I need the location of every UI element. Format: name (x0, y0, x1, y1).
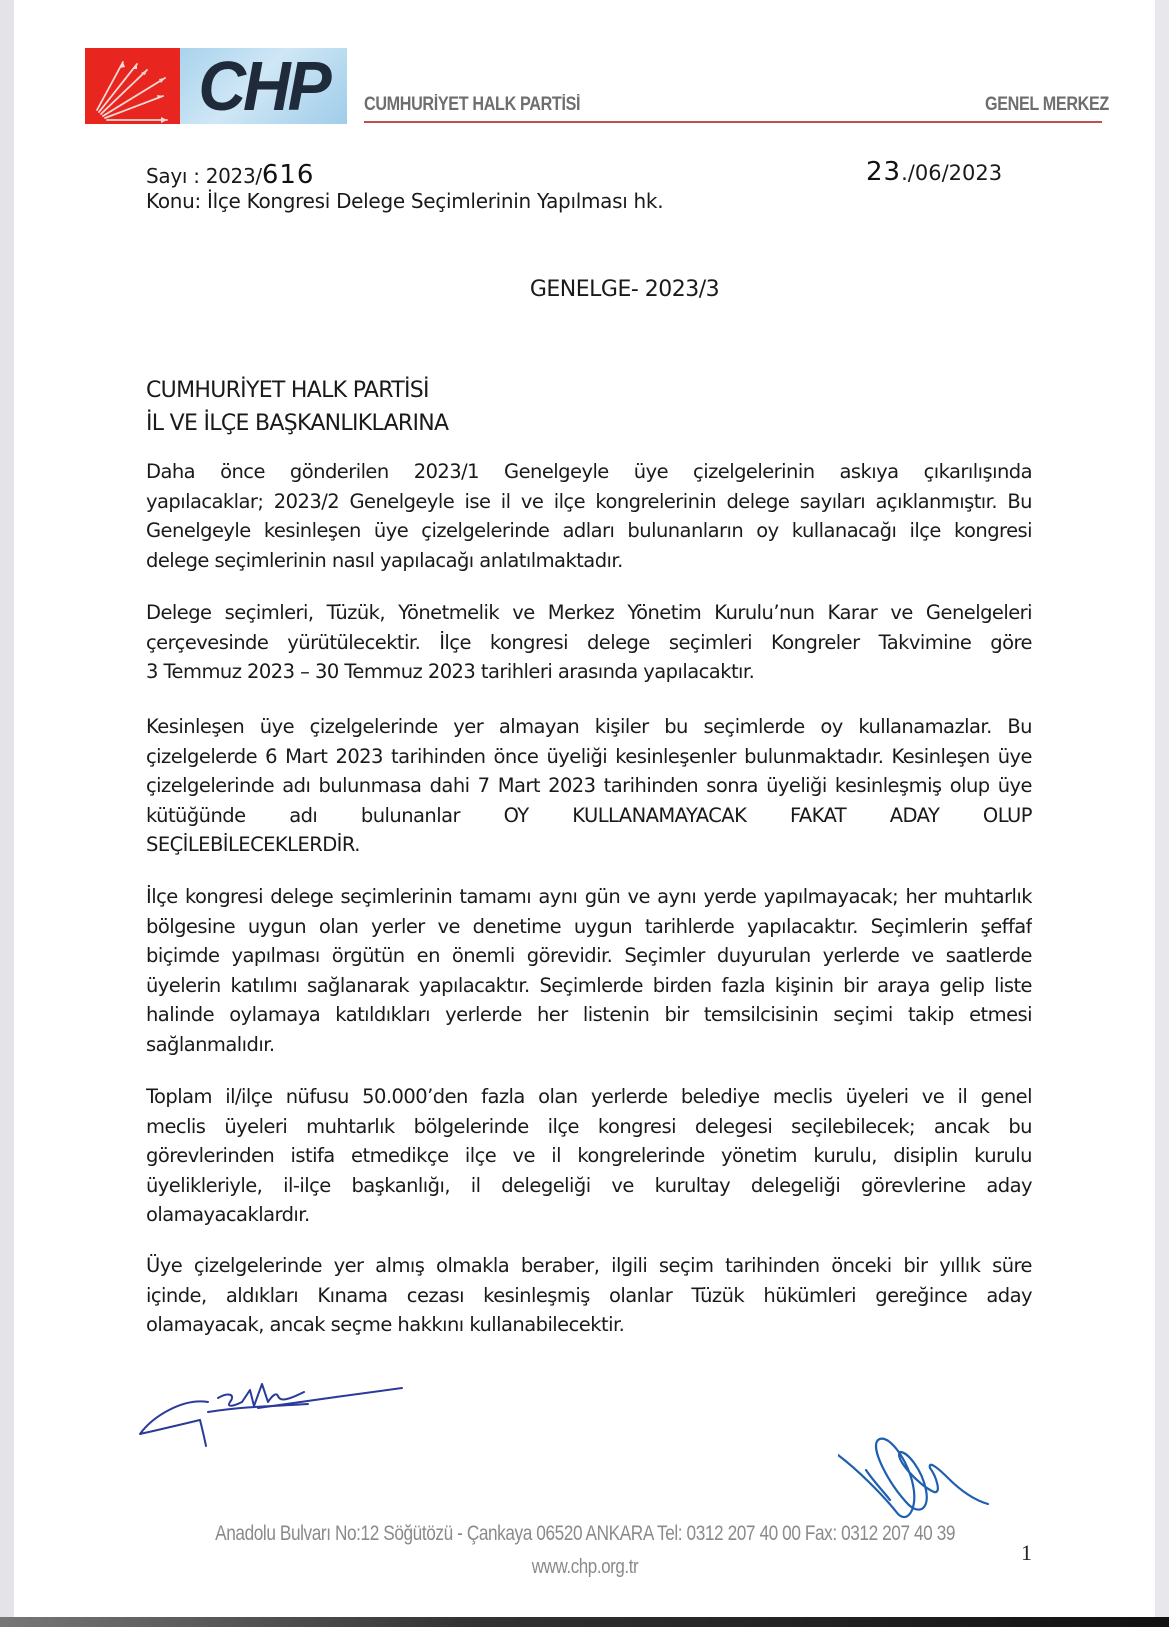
footer-website: www.chp.org.tr (531, 1556, 639, 1578)
paragraph-line: biçimde yapılması örgütün en önemli görevidir. Seçimler duyurulan yerlerde ve saatlerde (146, 944, 1032, 967)
paragraph-line: üyelikleriyle, il-ilçe başkanlığı, il delegeliği ve kurultay delegeliği görevlerine aday (146, 1173, 1032, 1197)
chp-logo (85, 48, 347, 124)
logo-wordmark-panel (180, 48, 347, 124)
subject-label: Konu: (146, 189, 201, 213)
paragraph-line: olamayacak, ancak seçme hakkını kullanabilecektir. (146, 1313, 625, 1336)
paragraph-line: Daha önce gönderilen 2023/1 Genelgeyle üye çizelgelerinin askıya çıkarılışında (146, 460, 1032, 483)
paragraph-line: kütüğünde adı bulunanlar OY KULLANAMAYACAK FAKAT ADAY OLUP (146, 803, 1032, 827)
reference-handwritten-number: 616 (261, 160, 315, 190)
scan-bottom-edge (0, 1617, 1169, 1627)
footer-address: Anadolu Bulvarı No:12 Söğütözü - Çankaya 06520 ANKARA Tel: 0312 207 40 00 Fax: 0312 207 40 39 (215, 1522, 956, 1545)
paragraph-line: Kesinleşen üye çizelgelerinde yer almayan kişiler bu seçimlerde oy kullanamazlar. Bu (146, 715, 1032, 738)
paragraph-line: Genelgeyle kesinleşen üye çizelgelerinde adları bulunanların oy kullanacağı ilçe kongresi (146, 519, 1032, 542)
page-number: 1 (1021, 1540, 1032, 1565)
paragraph-line: görevlerinden istifa etmedikçe ilçe ve il kongrelerinde yönetim kurulu, disiplin kurulu (146, 1144, 1032, 1167)
right-signature (838, 1430, 1008, 1525)
paragraph-line: çizelgelerinde adı bulunmasa dahi 7 Mart 2023 tarihinden sonra üyeliği kesinleşmiş olup üye (146, 774, 1032, 797)
paragraph-line: Delege seçimleri, Tüzük, Yönetmelik ve Merkez Yönetim Kurulu’nun Karar ve Genelgeleri (146, 601, 1032, 624)
body-paragraph (146, 882, 1032, 1059)
paragraph-line: halinde oylamaya katıldıkları yerlerde her listenin bir temsilcisinin seçimi takip etmesi (146, 1003, 1032, 1026)
six-arrows-icon (85, 48, 180, 124)
paragraph-line: Üye çizelgelerinde yer almış olmakla beraber, ilgili seçim tarihinden önceki bir yıllık süre (146, 1254, 1032, 1277)
body-paragraph (146, 457, 1032, 575)
letterhead-party-name: CUMHURİYET HALK PARTİSİ (364, 94, 581, 115)
paragraph-line: olamayacaklardır. (146, 1203, 310, 1226)
date-rest: ./06/2023 (901, 161, 1003, 185)
body-paragraph (146, 598, 1032, 687)
left-signature (138, 1372, 418, 1452)
paragraph-line: sağlanmalıdır. (146, 1032, 275, 1056)
paragraph-line: SEÇİLEBİLECEKLERDİR. (146, 833, 360, 856)
paragraph-line: 3 Temmuz 2023 – 30 Temmuz 2023 tarihleri arasında yapılacaktır. (146, 660, 755, 683)
paragraph-line: yapılacaklar; 2023/2 Genelgeyle ise il ve ilçe kongrelerinin delege sayıları açıklanmıştır. Bu (146, 489, 1032, 513)
circular-title: GENELGE- 2023/3 (529, 277, 720, 302)
paragraph-line: İlçe kongresi delege seçimlerinin tamamı aynı gün ve aynı yerde yapılmayacak; her muhtarlık (146, 885, 1032, 908)
scan-right-edge (1155, 0, 1169, 1617)
paragraph-line: çizelgelerde 6 Mart 2023 tarihinden önce üyeliği kesinleşenler bulunmaktadır. Kesinleşen üye (146, 744, 1032, 768)
subject-line (146, 189, 663, 213)
letterhead-office: GENEL MERKEZ (985, 94, 1109, 115)
reference-label: Sayı : 2023/ (146, 164, 262, 188)
paragraph-line: delege seçimlerinin nasıl yapılacağı anlatılmaktadır. (146, 548, 623, 572)
addressee-line-1: CUMHURİYET HALK PARTİSİ (146, 378, 429, 403)
body-paragraph (146, 1251, 1032, 1340)
subject-text: İlçe Kongresi Delege Seçimlerinin Yapılması hk. (200, 189, 664, 213)
paragraph-line: Toplam il/ilçe nüfusu 50.000’den fazla olan yerlerde belediye meclis üyeleri ve il genel (146, 1085, 1032, 1108)
paragraph-line: içinde, aldıkları Kınama cezası kesinleşmiş olanlar Tüzük hükümleri gereğince aday (146, 1283, 1032, 1307)
document-date (866, 157, 1002, 187)
addressee-line-2: İL VE İLÇE BAŞKANLIKLARINA (146, 411, 449, 436)
reference-number (146, 160, 314, 190)
paragraph-line: üyelerin katılımı sağlanarak yapılacaktır. Seçimlerde birden fazla kişinin bir araya gelip liste (146, 973, 1032, 997)
scan-left-edge (0, 0, 14, 1617)
body-paragraph (146, 712, 1032, 860)
paragraph-line: meclis üyeleri muhtarlık bölgelerinde ilçe kongresi delegesi seçilebilecek; ancak bu (146, 1114, 1032, 1138)
addressee-block (146, 374, 448, 440)
date-handwritten-day: 23 (866, 157, 902, 187)
paragraph-line: bölgesine uygun olan yerler ve denetime uygun tarihlerde yapılacaktır. Seçimlerin şeffaf (146, 914, 1032, 938)
letterhead-rule (364, 121, 1102, 123)
arrows-emblem-icon (85, 48, 180, 124)
logo-wordmark: CHP (198, 47, 329, 125)
paragraph-line: çerçevesinde yürütülecektir. İlçe kongresi delege seçimleri Kongreler Takvimine göre (146, 630, 1032, 654)
body-paragraph (146, 1082, 1032, 1230)
